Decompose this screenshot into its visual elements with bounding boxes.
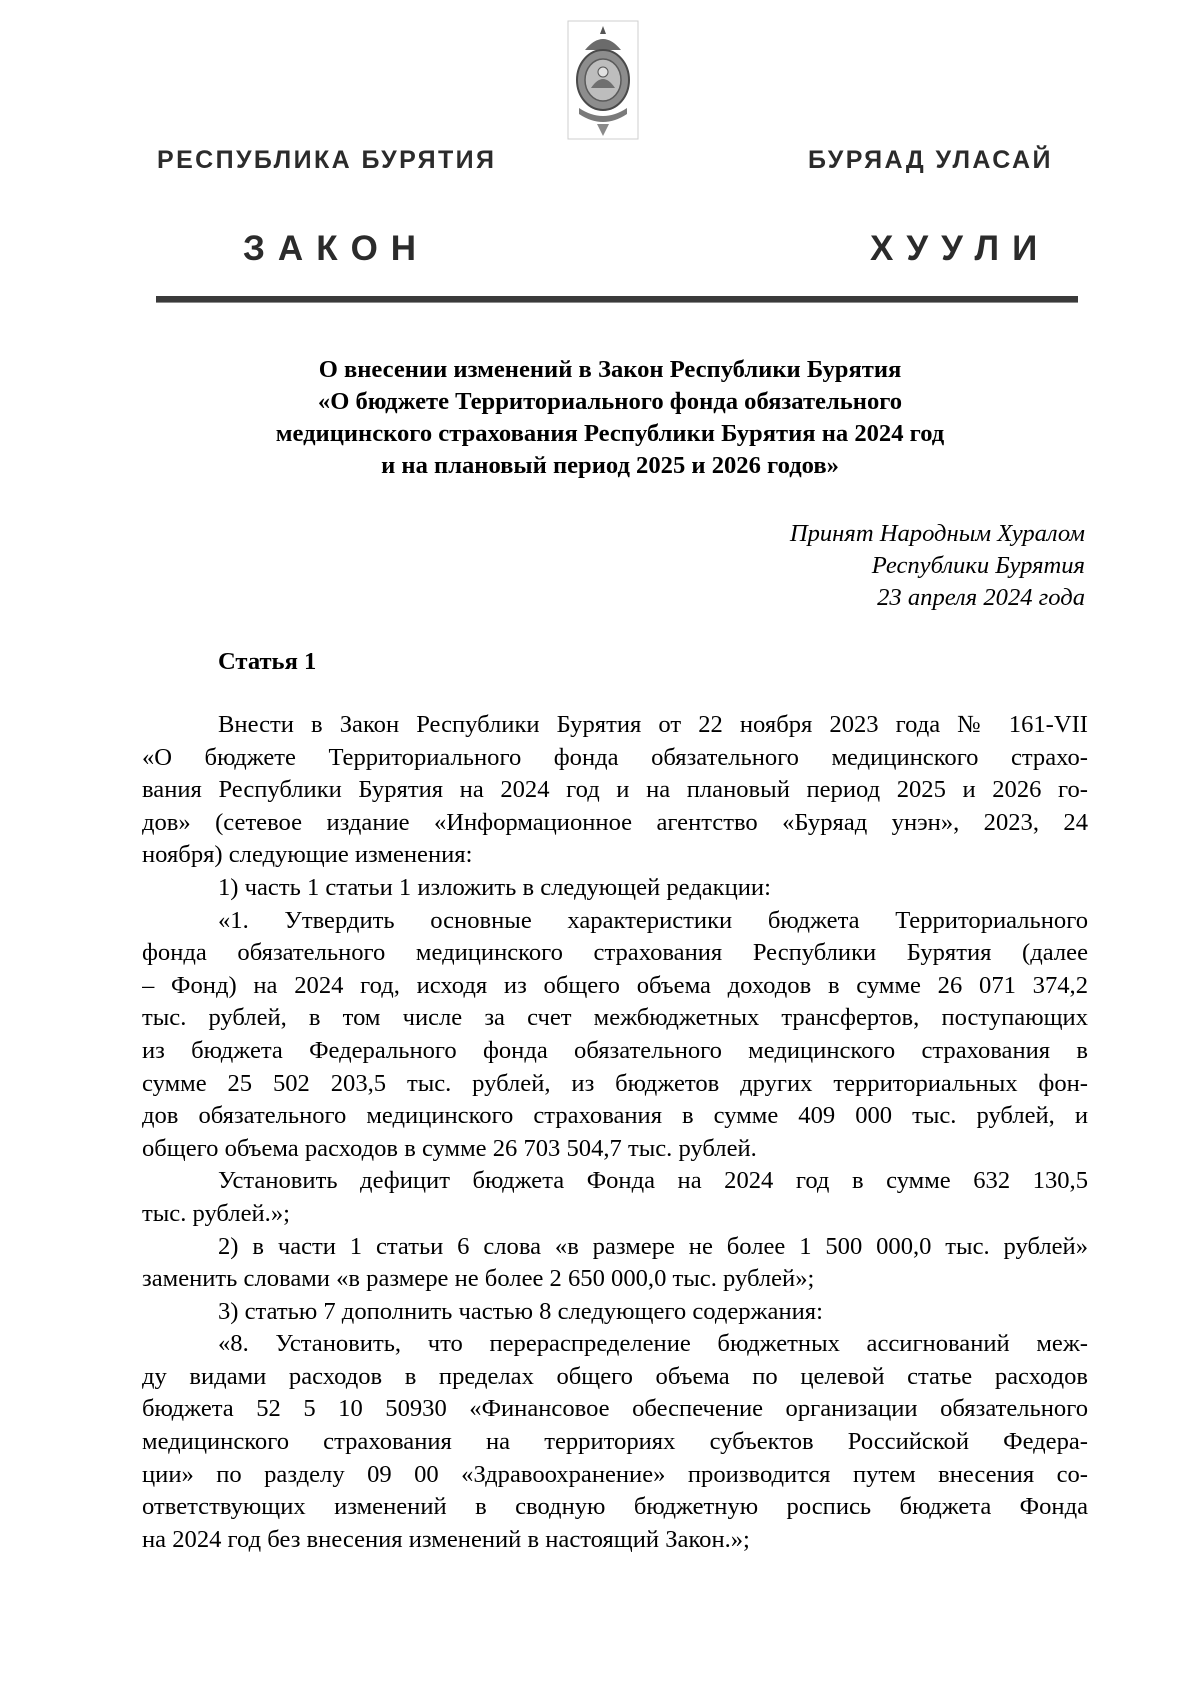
article-text-line: «8. Установить, что перераспределение бюджетных ассигнований меж- (218, 1330, 1088, 1358)
article-text-line: медицинского страхования на территориях субъектов Российской Федера- (142, 1428, 1088, 1456)
article-text-line: – Фонд) на 2024 год, исходя из общего объема доходов в сумме 26 071 374,2 (142, 971, 1088, 999)
article-text-line: Внести в Закон Республики Бурятия от 22 ноября 2023 года № 161-VII (218, 711, 1088, 738)
header-doc-type-ru: ЗАКОН (243, 229, 430, 268)
header-doc-type-bua: ХУУЛИ (870, 229, 1051, 268)
article-text-line: ответствующих изменений в сводную бюджетную роспись бюджета Фонда (142, 1493, 1088, 1521)
adoption-date: 23 апреля 2024 года (877, 584, 1085, 611)
article-text-line: ноября) следующие изменения: (142, 841, 473, 869)
article-text-line: общего объема расходов в сумме 26 703 504,7 тыс. рублей. (142, 1134, 757, 1162)
law-title-line: «О бюджете Территориального фонда обязательного (317, 388, 903, 415)
adoption-line: Принят Народным Хуралом (789, 520, 1085, 547)
article-text-line: из бюджета Федерального фонда обязательного медицинского страхования в (142, 1036, 1088, 1064)
article-text-line: бюджета 52 5 10 50930 «Финансовое обеспечение организации обязательного (142, 1395, 1088, 1423)
article-text-line: на 2024 год без внесения изменений в настоящий Закон.»; (142, 1525, 750, 1553)
article-text-line: фонда обязательного медицинского страхования Республики Бурятия (далее (142, 939, 1088, 967)
article-text-line: ду видами расходов в пределах общего объема по целевой статье расходов (142, 1362, 1088, 1390)
article-text-line: 3) статью 7 дополнить частью 8 следующего содержания: (218, 1297, 823, 1325)
article-text-line: тыс. рублей.»; (142, 1199, 290, 1227)
coat-of-arms-icon (567, 20, 639, 140)
article-text-line: сумме 25 502 203,5 тыс. рублей, из бюджетов других территориальных фон- (142, 1069, 1088, 1097)
article-text-line: вания Республики Бурятия на 2024 год и на плановый период 2025 и 2026 го- (142, 776, 1088, 804)
header-divider (156, 296, 1078, 303)
article-text-line: 2) в части 1 статьи 6 слова «в размере не более 1 500 000,0 тыс. рублей» (218, 1232, 1088, 1260)
article-text-line: тыс. рублей, в том числе за счет межбюджетных трансфертов, поступающих (142, 1004, 1088, 1032)
adoption-line: Республики Бурятия (871, 552, 1085, 579)
article-heading: Статья 1 (218, 648, 317, 675)
article-text-line: дов обязательного медицинского страхования в сумме 409 000 тыс. рублей, и (142, 1102, 1088, 1130)
article-text-line: 1) часть 1 статьи 1 изложить в следующей редакции: (218, 873, 771, 901)
law-title-line: медицинского страхования Республики Бурятия на 2024 год (275, 420, 945, 447)
law-title-line: и на плановый период 2025 и 2026 годов» (381, 452, 839, 479)
header-republic-name-bua: БУРЯАД УЛАСАЙ (808, 146, 1053, 174)
article-text-line: заменить словами «в размере не более 2 650 000,0 тыс. рублей»; (142, 1265, 815, 1293)
law-title (150, 354, 1070, 482)
header-republic-name-ru: РЕСПУБЛИКА БУРЯТИЯ (157, 146, 497, 174)
article-text-line: Установить дефицит бюджета Фонда на 2024 год в сумме 632 130,5 (218, 1167, 1088, 1195)
article-body (142, 709, 1088, 1556)
article-text-line: ции» по разделу 09 00 «Здравоохранение» производится путем внесения со- (142, 1460, 1088, 1488)
article-text-line: дов» (сетевое издание «Информационное агентство «Буряад унэн», 2023, 24 (142, 808, 1088, 836)
article-text-line: «О бюджете Территориального фонда обязательного медицинского страхо- (142, 743, 1088, 771)
article-text-line: «1. Утвердить основные характеристики бюджета Территориального (218, 906, 1088, 934)
law-title-line: О внесении изменений в Закон Республики Бурятия (318, 356, 902, 383)
adoption-note (790, 518, 1085, 614)
